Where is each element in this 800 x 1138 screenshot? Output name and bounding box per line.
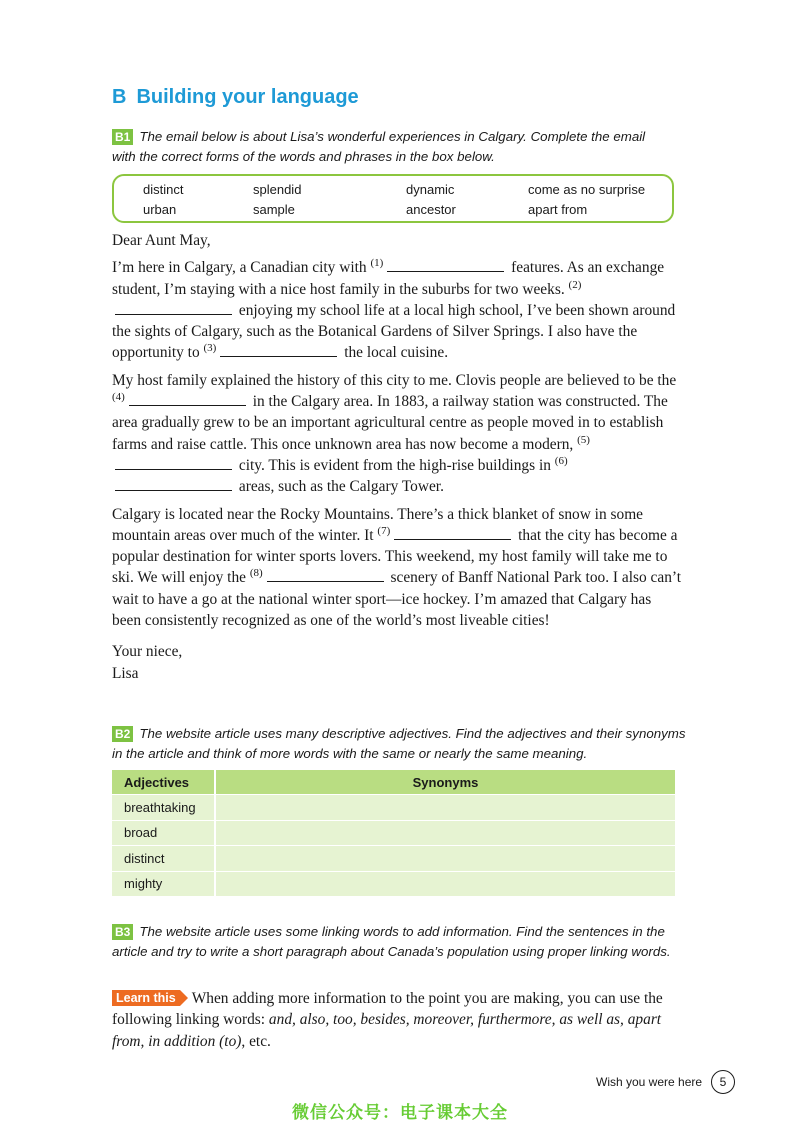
answer-blank-1[interactable] (387, 259, 504, 272)
email-text: city. This is evident from the high-rise buildings in (238, 456, 551, 474)
email-text: enjoying my school life at a local high school, I’ve been shown around the sights of Calgary, such as the Botanical Gardens of Silver Springs. I also have the opportunity to (112, 301, 676, 362)
section-heading (112, 86, 359, 109)
word-box-item: sample (253, 202, 295, 217)
answer-blank-5[interactable] (115, 457, 232, 470)
adjective-cell: distinct (112, 846, 215, 872)
blank-number: (8) (249, 567, 263, 580)
blank-number: (7) (377, 524, 391, 537)
answer-blank-3[interactable] (220, 344, 337, 357)
task-b3-tag: B3 (112, 924, 133, 940)
adjective-cell: mighty (112, 871, 215, 896)
word-box-item: apart from (528, 202, 588, 217)
email-text: in the Calgary area. In 1883, a railway station was constructed. The area gradually grew to be an important agricultural centre as people moved in to establish farms and raise cattle. This once unknown area has now become a modern, (112, 393, 668, 453)
synonym-cell[interactable] (215, 795, 675, 821)
table-row (112, 846, 675, 872)
answer-blank-4[interactable] (129, 393, 246, 406)
learn-this-box (112, 988, 682, 1052)
blank-number: (3) (203, 342, 217, 355)
section-title: Building your language (136, 86, 359, 108)
task-b2-text: The website article uses many descriptive adjectives. Find the adjectives and their synonyms in the article and think of more words with the same or nearly the same meaning. (112, 726, 686, 761)
word-box (112, 174, 674, 223)
watermark: 微信公众号：电子课本大全 (292, 1103, 508, 1123)
answer-blank-7[interactable] (394, 527, 511, 540)
synonym-cell[interactable] (215, 820, 675, 846)
table-row (112, 820, 675, 846)
email-text: My host family explained the history of this city to me. Clovis people are believed to be the (112, 371, 677, 389)
word-box-item: ancestor (406, 202, 456, 217)
blank-number: (5) (577, 433, 590, 446)
table-row (112, 871, 675, 896)
word-box-item: dynamic (406, 182, 455, 197)
email-text: the local cuisine. (344, 344, 449, 362)
blank-number: (2) (568, 278, 582, 291)
task-b1-tag: B1 (112, 129, 133, 145)
email-paragraph-2 (112, 370, 682, 498)
email-greeting: Dear Aunt May, (112, 232, 211, 249)
page-number: 5 (711, 1070, 735, 1094)
task-b2-instruction (112, 724, 692, 764)
email-paragraph-3 (112, 504, 682, 632)
word-box-item: splendid (253, 182, 302, 197)
answer-blank-8[interactable] (267, 569, 384, 582)
task-b2-tag: B2 (112, 726, 133, 742)
answer-blank-2[interactable] (115, 302, 232, 315)
blank-number: (1) (370, 257, 384, 270)
section-letter: B (112, 86, 127, 108)
column-header-synonyms: Synonyms (215, 770, 675, 795)
adjective-cell: breathtaking (112, 795, 215, 821)
synonym-cell[interactable] (215, 871, 675, 896)
synonyms-table (112, 770, 675, 896)
task-b3-text: The website article uses some linking words to add information. Find the sentences in the article and try to write a short paragraph about Canada’s population using proper linking words. (112, 924, 671, 959)
table-row (112, 795, 675, 821)
answer-blank-6[interactable] (115, 478, 232, 491)
task-b3-instruction (112, 922, 692, 962)
email-text: areas, such as the Calgary Tower. (238, 478, 444, 496)
learn-this-label: Learn this (112, 990, 180, 1006)
blank-number: (4) (112, 391, 125, 404)
learn-this-end: , etc. (241, 1032, 271, 1050)
word-box-item: urban (143, 202, 177, 217)
table-header-row (112, 770, 675, 795)
email-text: scenery of Banff National Park too. I also can’t wait to have a go at the national winter sport—ice hockey. I’m amazed that Calgary has been consistently recognized as one of the world’s most liveable cities! (112, 569, 682, 630)
email-text: features. As an exchange student, I’m staying with a nice host family in the suburbs for two weeks. (112, 259, 665, 298)
linking-words: and, also, too, besides, moreover, furthermore, as well as, apart from, in addition (to) (112, 1011, 662, 1050)
footer-unit-title: Wish you were here (596, 1075, 703, 1089)
adjective-cell: broad (112, 820, 215, 846)
word-box-item: distinct (143, 182, 184, 197)
column-header-adjectives: Adjectives (112, 770, 215, 795)
synonym-cell[interactable] (215, 846, 675, 872)
learn-this-text: When adding more information to the point you are making, you can use the following linking words: (112, 990, 663, 1029)
task-b1-text: The email below is about Lisa’s wonderful experiences in Calgary. Complete the email with the correct forms of the words and phrases in the box below. (112, 129, 646, 164)
email-text: that the city has become a popular destination for winter sports lovers. This weekend, my host family will take me to ski. We will enjoy the (112, 526, 678, 587)
email-signoff (112, 641, 682, 684)
email-closing: Your niece, (112, 643, 183, 661)
email-body (112, 230, 682, 684)
email-text: I’m here in Calgary, a Canadian city with (112, 259, 367, 277)
email-signature: Lisa (112, 664, 139, 682)
blank-number: (6) (554, 454, 568, 467)
email-paragraph-1 (112, 257, 682, 363)
task-b1-instruction (112, 127, 672, 167)
email-text: Calgary is located near the Rocky Mountains. There’s a thick blanket of snow in some mountain areas over much of the winter. It (112, 505, 643, 544)
word-box-item: come as no surprise (528, 182, 646, 197)
